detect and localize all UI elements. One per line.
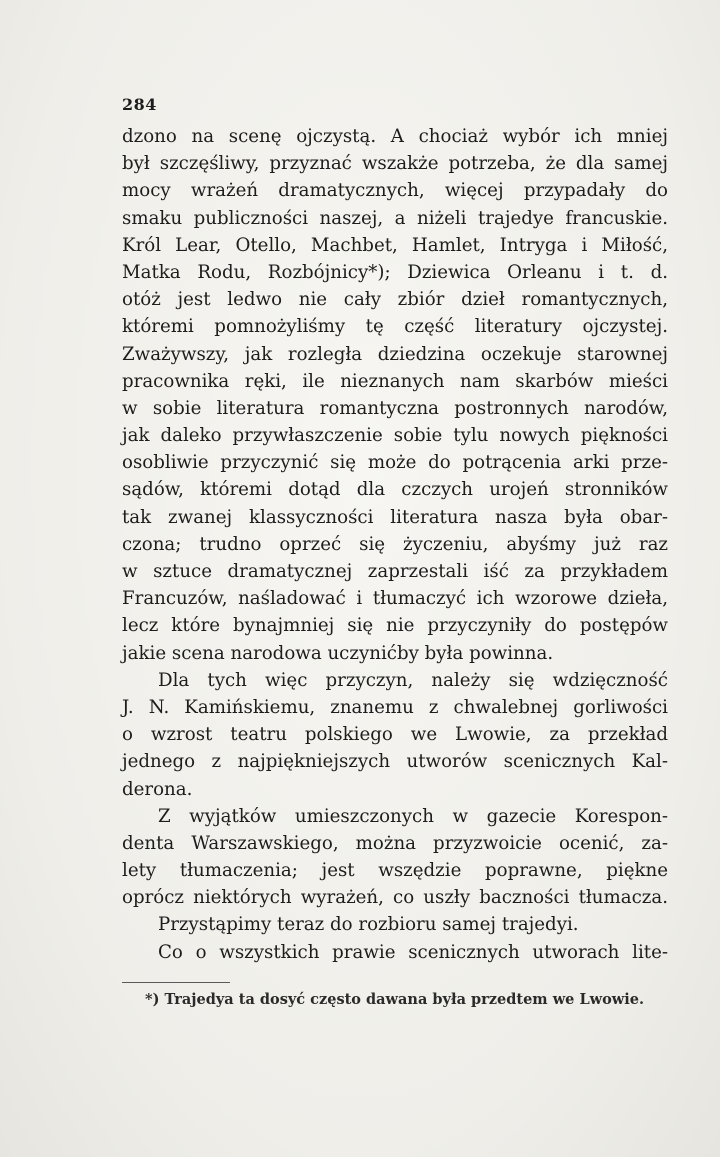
text-line: czona; trudno oprzeć się życzeniu, abyśmy już raz (122, 533, 668, 555)
text-line: oprócz niektórych wyrażeń, co uszły baczności tłumacza. (122, 887, 668, 909)
text-line: w sztuce dramatycznej zaprzestali iść za przykładem (122, 561, 668, 582)
text-line: Zważywszy, jak rozległa dziedzina oczekuje starownej (122, 343, 668, 365)
footnote-divider (122, 982, 230, 983)
text-line: Dla tych więc przyczyn, należy się wdzięczność (158, 669, 668, 691)
text-line: Matka Rodu, Rozbójnicy*); Dziewica Orleanu i t. d. (122, 261, 668, 283)
text-line: Przystąpimy teraz do rozbioru samej trajedyi. (158, 914, 579, 936)
text-line: smaku publiczności naszej, a niżeli trajedye francuskie. (122, 207, 668, 229)
text-line: lecz które bynajmniej się nie przyczyniły do postępów (122, 615, 668, 637)
text-line: pracownika ręki, ile nieznanych nam skarbów mieści (122, 370, 668, 392)
text-line: Co o wszystkich prawie scenicznych utworach lite- (158, 941, 668, 963)
text-line: sądów, któremi dotąd dla czczych urojeń stronników (122, 479, 668, 501)
page-number: 284 (122, 95, 157, 114)
text-line: J. N. Kamińskiemu, znanemu z chwalebnej gorliwości (122, 696, 668, 718)
text-line: dzono na scenę ojczystą. A chociaż wybór ich mniej (122, 126, 668, 147)
text-line: Francuzów, naśladować i tłumaczyć ich wzorowe dzieła, (122, 588, 668, 610)
text-line: jakie scena narodowa uczynićby była powinna. (122, 642, 554, 664)
text-line: osobliwie przyczynić się może do potrącenia arki prze- (122, 452, 668, 474)
text-line: denta Warszawskiego, można przyzwoicie ocenić, za- (122, 832, 668, 854)
body-text (122, 123, 668, 966)
footnote: *) Trajedya ta dosyć często dawana była przedtem we Lwowie. (145, 991, 645, 1008)
text-line: był szczęśliwy, przyznać wszakże potrzeba, że dla samej (122, 153, 668, 175)
text-line: któremi pomnożyliśmy tę część literatury ojczystej. (122, 316, 668, 338)
text-line: w sobie literatura romantyczna postronnych narodów, (122, 397, 668, 419)
text-line: jednego z najpiękniejszych utworów scenicznych Kal- (122, 751, 668, 773)
text-line: o wzrost teatru polskiego we Lwowie, za przekład (122, 724, 668, 746)
text-line: jak daleko przywłaszczenie sobie tylu nowych piękności (122, 425, 668, 447)
text-line: otóż jest ledwo nie cały zbiór dzieł romantycznych, (122, 289, 668, 311)
text-line: lety tłumaczenia; jest wszędzie poprawne, piękne (122, 860, 668, 882)
text-line: tak zwanej klassyczności literatura nasza była obar- (122, 506, 668, 528)
text-line: mocy wrażeń dramatycznych, więcej przypadały do (122, 180, 668, 202)
text-line: derona. (122, 778, 193, 800)
text-line: Król Lear, Otello, Machbet, Hamlet, Intryga i Miłość, (122, 234, 668, 256)
text-line: Z wyjątków umieszczonych w gazecie Korespon- (158, 805, 668, 827)
